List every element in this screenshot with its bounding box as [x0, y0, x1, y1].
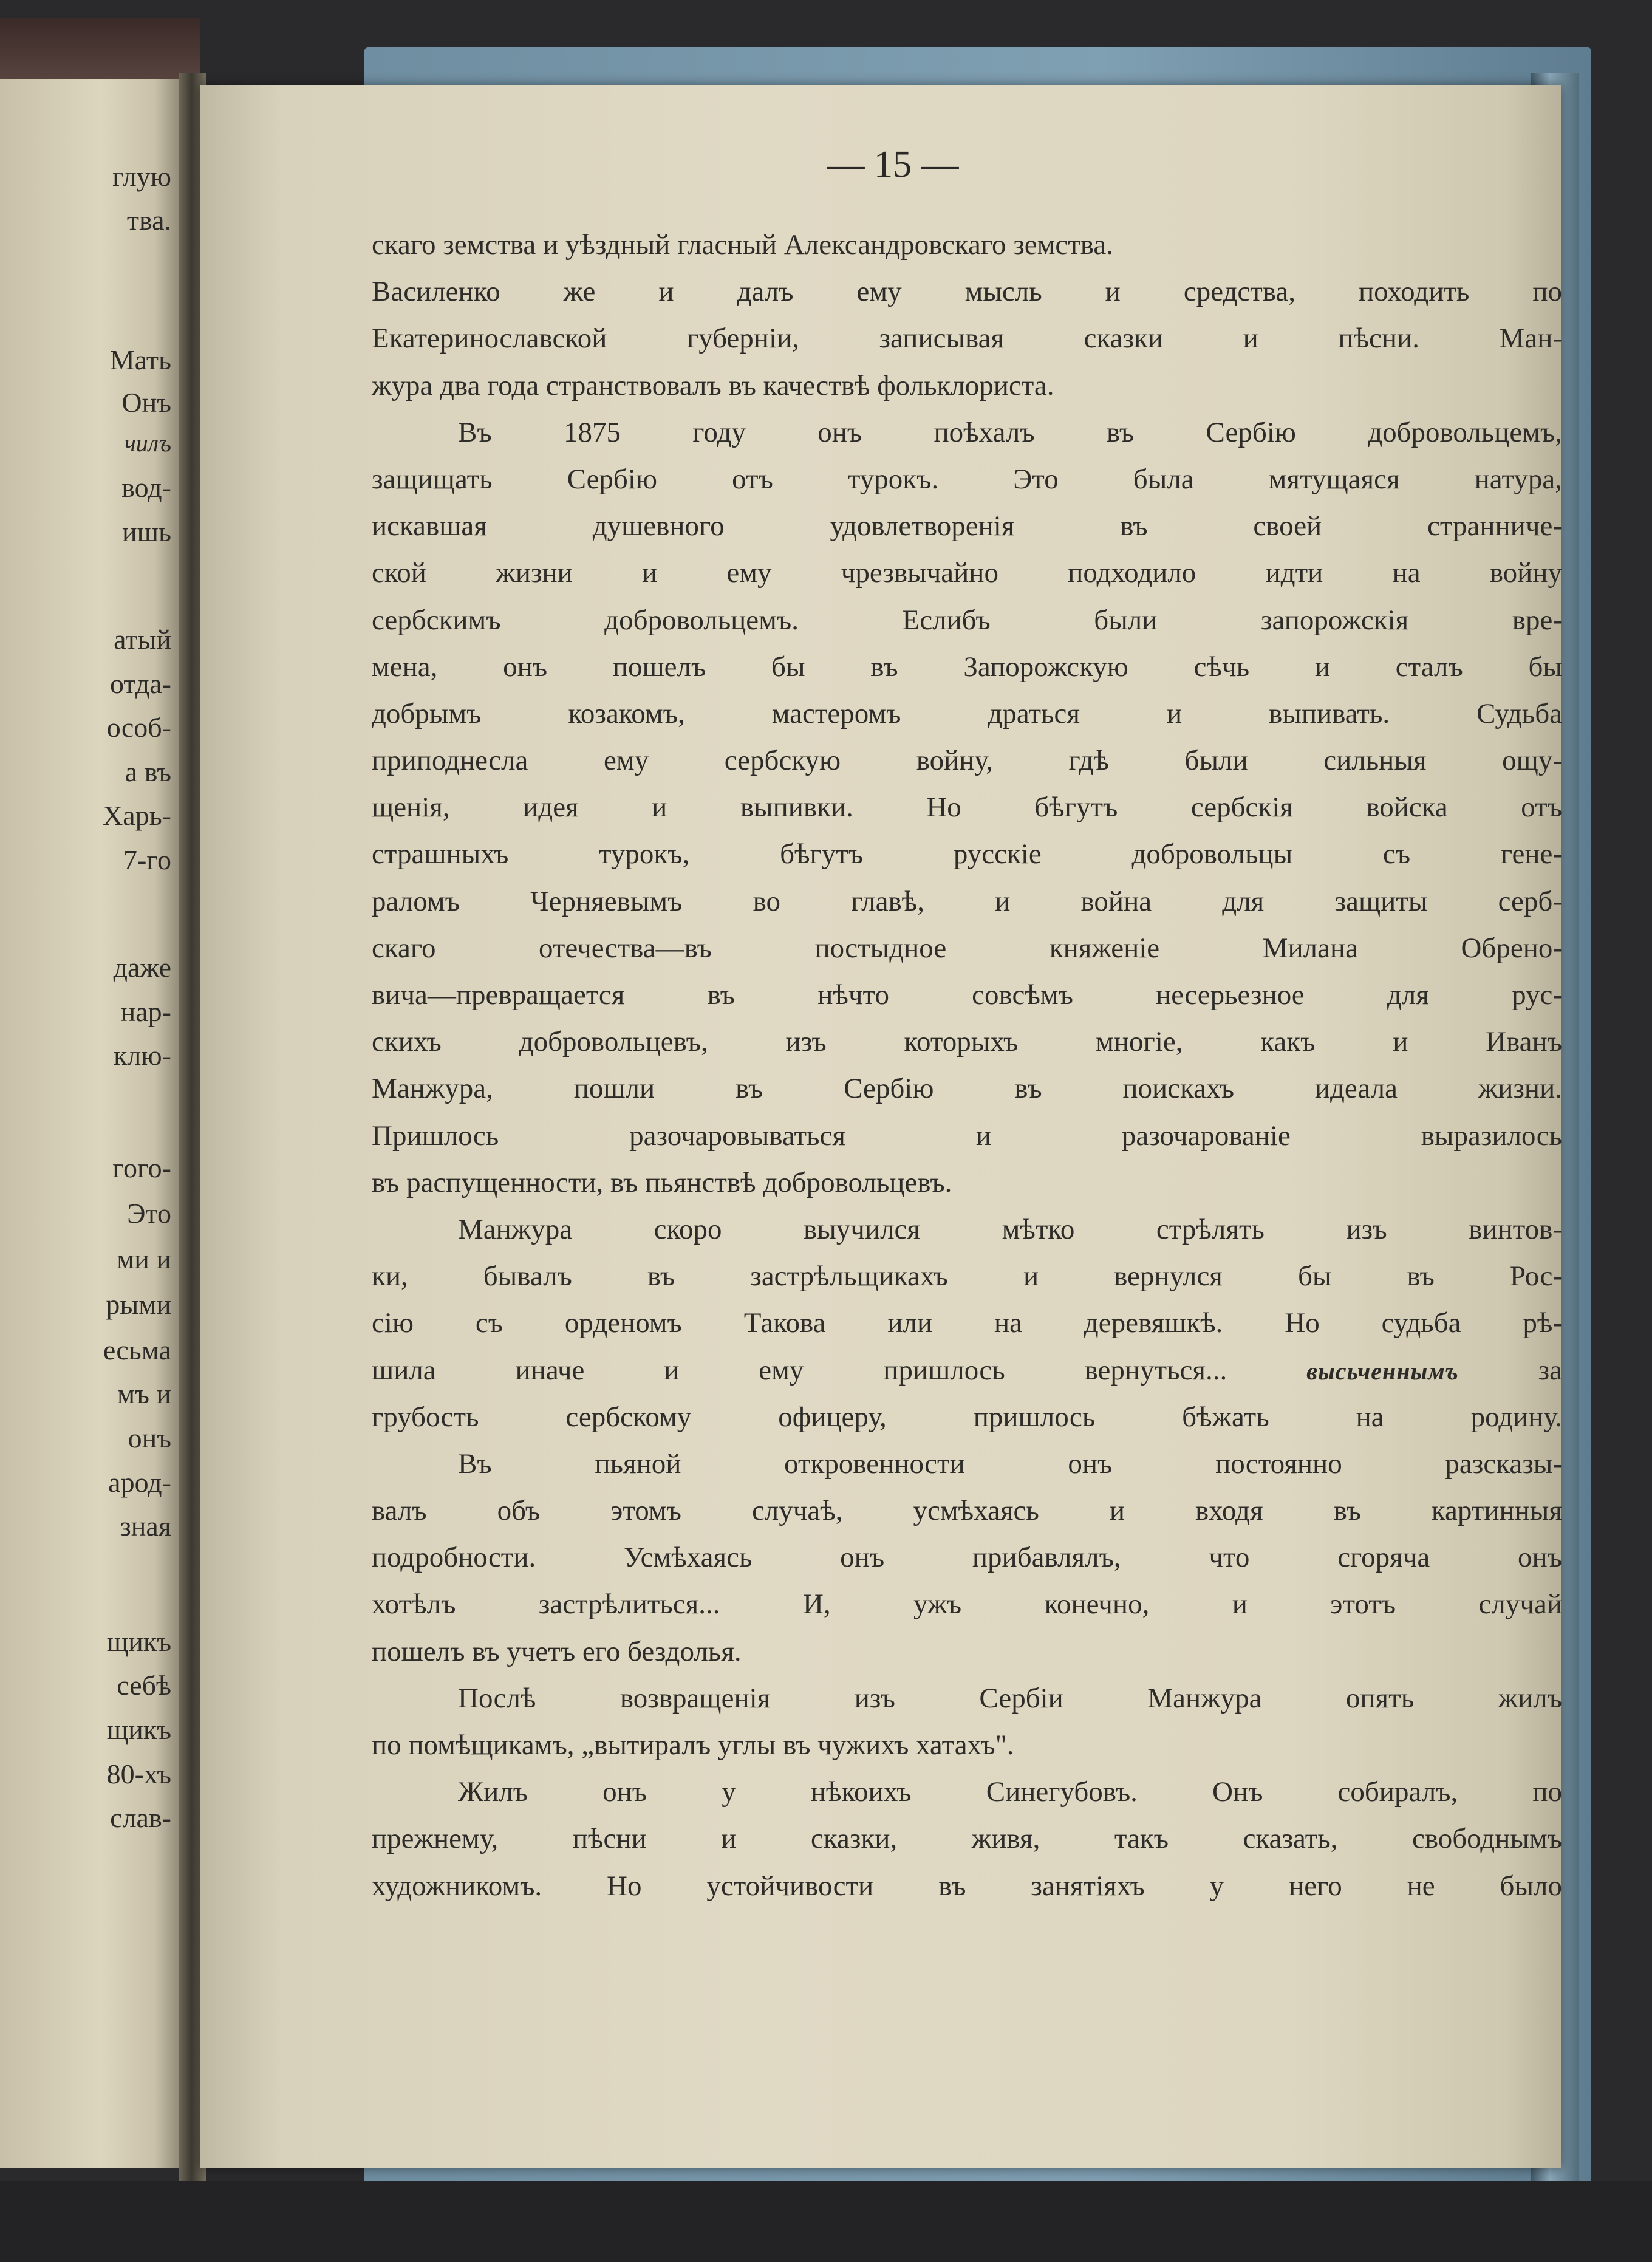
text-line: скаго земства и уѣздный гласный Александровскаго земства.: [372, 229, 1113, 261]
emphasized-word: высьченнымъ: [1306, 1357, 1459, 1385]
left-page-fragment: Мать: [109, 344, 171, 375]
text-line: искавшая душевного удовлетворенія въ своей странниче-: [372, 510, 1562, 542]
text-line: жура два года странствовалъ въ качествѣ фольклориста.: [372, 369, 1054, 401]
text-line: пошелъ въ учетъ его бездолья.: [372, 1635, 742, 1667]
left-page-fragment: а въ: [125, 756, 171, 787]
paragraph-first-line: Послѣ возвращенія изъ Сербіи Манжура опять жилъ: [458, 1682, 1562, 1714]
text-line: [372, 1347, 1562, 1394]
left-page-fragment: щикъ: [106, 1714, 171, 1745]
text-line: приподнесла ему сербскую войну, гдѣ были сильныя ощу-: [372, 745, 1562, 777]
left-page-fragment: есьма: [103, 1334, 171, 1365]
left-page-fragment: рыми: [106, 1289, 171, 1320]
text-line: въ распущенности, въ пьянствѣ добровольцевъ.: [372, 1166, 952, 1198]
text-line: щенія, идея и выпивки. Но бѣгутъ сербскія войска отъ: [372, 791, 1562, 824]
left-page-fragment: отда-: [109, 668, 171, 699]
text-line: скаго отечества—въ постыдное княженіе Милана Обрено-: [372, 932, 1562, 964]
paragraph-first-line: Манжура скоро выучился мѣтко стрѣлять изъ винтов-: [458, 1213, 1562, 1245]
left-page: [0, 79, 182, 2168]
left-page-fragment: онъ: [128, 1423, 171, 1454]
text-line: по помѣщикамъ, „вытиралъ углы въ чужихъ хатахъ".: [372, 1729, 1014, 1761]
paragraph-first-line: Въ 1875 году онъ поѣхалъ въ Сербію добровольцемъ,: [458, 416, 1562, 448]
text-line: раломъ Черняевымъ во главѣ, и война для защиты серб-: [372, 885, 1562, 917]
left-page-fragment: особ-: [106, 712, 171, 743]
left-page-fragment: ми и: [117, 1243, 171, 1274]
left-page-fragment: ишь: [121, 516, 171, 547]
left-page-fragment: 80-хъ: [106, 1758, 171, 1789]
page-number: — 15 —: [827, 144, 959, 185]
text-line: Манжура, пошли въ Сербію въ поискахъ идеала жизни.: [372, 1073, 1562, 1105]
left-page-fragment: арод-: [108, 1467, 171, 1498]
left-page-fragment: даже: [113, 952, 171, 983]
left-page-fragment: клю-: [114, 1040, 171, 1071]
text-line: хотѣлъ застрѣлиться... И, ужъ конечно, и этотъ случай: [372, 1588, 1562, 1621]
text-line: Василенко же и далъ ему мысль и средства, походить по: [372, 276, 1562, 308]
book-spine-top: [0, 18, 200, 85]
left-page-fragment: щикъ: [106, 1626, 171, 1657]
left-page-fragment: 7-го: [123, 844, 171, 875]
text-line: защищать Сербію отъ турокъ. Это была мятущаяся натура,: [372, 463, 1562, 495]
text-line: сербскимъ добровольцемъ. Еслибъ были запорожскія вре-: [372, 604, 1562, 636]
left-page-fragment: вод-: [121, 472, 171, 503]
left-page-fragment: гого-: [112, 1152, 171, 1183]
text-line: валъ объ этомъ случаѣ, усмѣхаясь и входя въ картинныя: [372, 1495, 1562, 1527]
left-page-fragment: зная: [120, 1511, 171, 1542]
text-line: сію съ орденомъ Такова или на деревяшкѣ. Но судьба рѣ-: [372, 1307, 1562, 1339]
text-line: подробности. Усмѣхаясь онъ прибавлялъ, что сгоряча онъ: [372, 1542, 1562, 1574]
text-line: грубость сербскому офицеру, пришлось бѣжать на родину.: [372, 1401, 1562, 1433]
left-page-fragment: чилъ: [124, 429, 171, 457]
left-page-fragment: мъ и: [117, 1378, 171, 1409]
left-page-fragment: глую: [112, 161, 171, 192]
text-line: мена, онъ пошелъ бы въ Запорожскую сѣчь и сталъ бы: [372, 651, 1562, 683]
left-page-fragment: Харь-: [103, 800, 171, 831]
left-page-fragment: атый: [114, 624, 171, 655]
left-page-fragment: слав-: [110, 1802, 171, 1833]
text-line: страшныхъ турокъ, бѣгутъ русскіе добровольцы съ гене-: [372, 838, 1562, 870]
right-page: [200, 85, 1561, 2168]
left-page-fragment: Это: [127, 1198, 171, 1229]
background-strip: [0, 2181, 1652, 2262]
text-line: художникомъ. Но устойчивости въ занятіяхъ у него не было: [372, 1870, 1562, 1902]
text-run: шила иначе и ему пришлось вернуться...: [372, 1354, 1307, 1386]
text-line: ки, бывалъ въ застрѣльщикахъ и вернулся бы въ Рос-: [372, 1260, 1562, 1293]
text-line: ской жизни и ему чрезвычайно подходило идти на войну: [372, 557, 1562, 589]
text-line: прежнему, пѣсни и сказки, живя, такъ сказать, свободнымъ: [372, 1823, 1562, 1855]
text-line: Пришлось разочаровываться и разочарованіе выразилось: [372, 1119, 1562, 1152]
text-run: за: [1458, 1354, 1562, 1386]
body-text: [372, 222, 1562, 1910]
text-line: Екатеринославской губерніи, записывая сказки и пѣсни. Ман-: [372, 323, 1562, 355]
left-page-fragment: нар-: [120, 996, 171, 1027]
text-line: добрымъ козакомъ, мастеромъ драться и выпивать. Судьба: [372, 697, 1562, 730]
left-page-fragment: себѣ: [117, 1670, 171, 1701]
paragraph-first-line: Въ пьяной откровенности онъ постоянно разсказы-: [458, 1447, 1562, 1480]
paragraph-first-line: Жилъ онъ у нѣкоихъ Синегубовъ. Онъ собиралъ, по: [458, 1776, 1562, 1808]
text-line: скихъ добровольцевъ, изъ которыхъ многіе, какъ и Иванъ: [372, 1026, 1562, 1058]
text-line: вича—превращается въ нѣчто совсѣмъ несерьезное для рус-: [372, 979, 1562, 1011]
left-page-fragment: Онъ: [121, 387, 171, 418]
left-page-fragment: тва.: [126, 205, 171, 236]
